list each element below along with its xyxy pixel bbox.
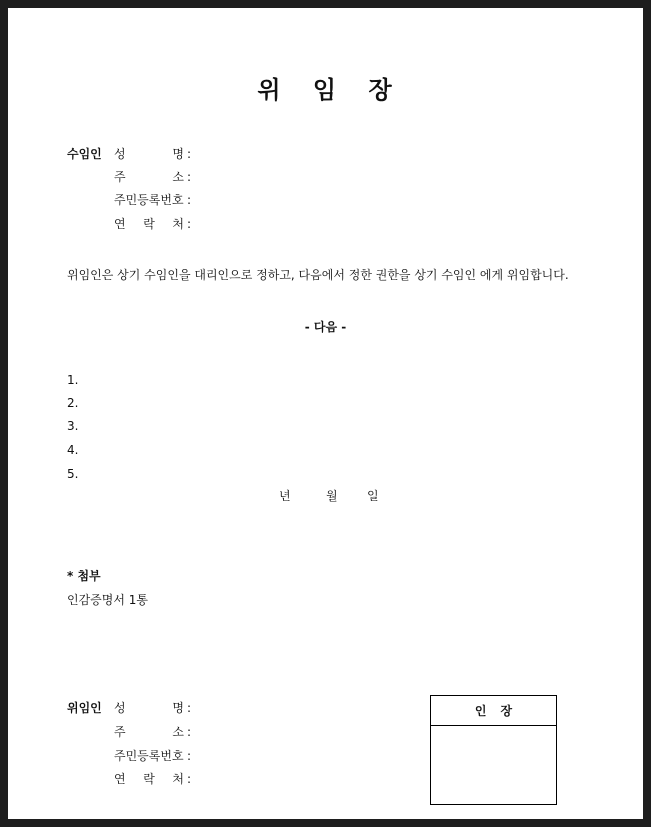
grantee-address-label: 주 소 (114, 170, 184, 184)
grantor-label: 위임인 (67, 701, 102, 715)
grantee-contact-label: 연 락 처 (114, 217, 184, 231)
colon: : (187, 725, 192, 739)
colon: : (187, 749, 192, 763)
grantor-address-label: 주 소 (114, 725, 184, 739)
list-item: 5. (67, 467, 79, 481)
grantor-contact-label: 연 락 처 (114, 772, 184, 786)
attachment-heading: * 첨부 (67, 569, 101, 583)
date-month: 월 (326, 489, 338, 503)
document-title (8, 70, 643, 105)
colon: : (187, 772, 192, 786)
grantor-id-label: 주민등록번호 (114, 749, 184, 763)
colon: : (187, 217, 192, 231)
grantee-label: 수임인 (67, 147, 102, 161)
date-day: 일 (367, 489, 379, 503)
list-item: 4. (67, 443, 79, 457)
date-year: 년 (279, 489, 291, 503)
title-char: 임 (312, 76, 339, 104)
grantor-name-label: 성 명 (114, 701, 184, 715)
list-item: 1. (67, 373, 79, 387)
colon: : (187, 170, 192, 184)
seal-label: 인장 (431, 696, 556, 726)
delegation-statement: 위임인은 상기 수임인을 대리인으로 정하고, 다음에서 정한 권한을 상기 수임인 에게 위임합니다. (67, 268, 569, 282)
title-char: 위 (257, 76, 283, 104)
seal-box (430, 695, 557, 805)
colon: : (187, 701, 192, 715)
colon: : (187, 147, 192, 161)
title-char: 장 (368, 76, 394, 104)
list-item: 2. (67, 396, 79, 410)
notice-heading: - 다음 - (304, 320, 347, 334)
colon: : (187, 193, 192, 207)
document-page (8, 8, 643, 819)
grantee-id-label: 주민등록번호 (114, 193, 184, 207)
attachment-body: 인감증명서 1통 (67, 593, 149, 607)
grantee-name-label: 성 명 (114, 147, 184, 161)
list-item: 3. (67, 419, 79, 433)
